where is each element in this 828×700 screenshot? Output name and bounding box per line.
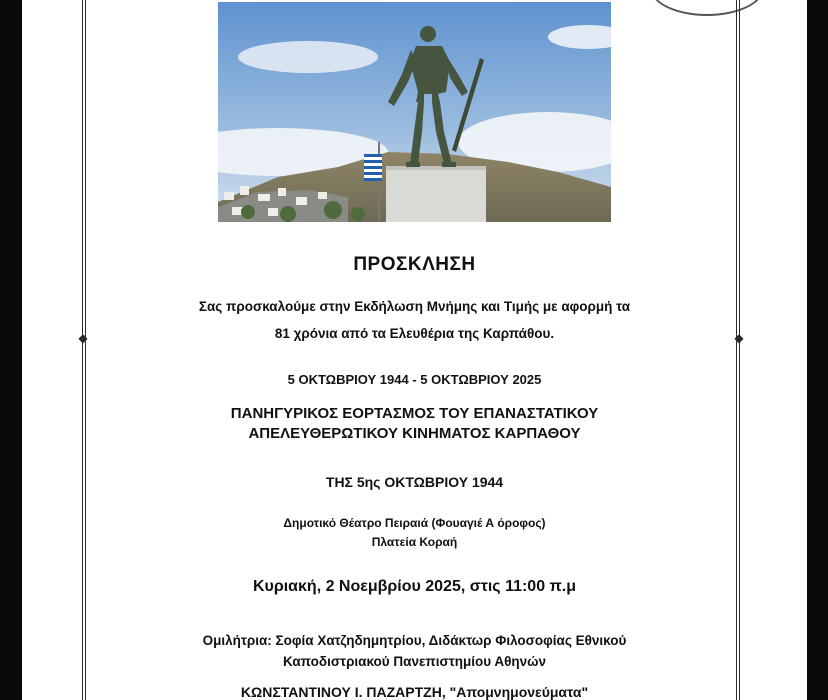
frame-ornament-left: ◆ xyxy=(78,331,88,345)
intro-line-1: Σας προσκαλούμε στην Εκδήλωση Μνήμης και Τιμής με αφορμή τα xyxy=(198,299,631,314)
heading-line-3: ΤΗΣ 5ης ΟΚΤΩΒΡΙΟΥ 1944 xyxy=(325,474,504,490)
invitation-title: ΠΡΟΣΚΛΗΣΗ xyxy=(353,254,476,275)
monument-photo xyxy=(218,2,611,222)
venue-line-2: Πλατεία Κοραή xyxy=(371,535,458,549)
speaker-line-1: Ομιλήτρια: Σοφία Χατζηδημητρίου, Διδάκτωρ Φιλοσοφίας Εθνικού xyxy=(202,633,627,648)
invitation-page xyxy=(22,0,807,700)
intro-line-2: 81 χρόνια από τα Ελευθέρια της Καρπάθου. xyxy=(274,326,555,341)
heading-line-1: ΠΑΝΗΓΥΡΙΚΟΣ ΕΟΡΤΑΣΜΟΣ ΤΟΥ ΕΠΑΝΑΣΤΑΤΙΚΟΥ xyxy=(230,405,599,422)
event-dates: 5 ΟΚΤΩΒΡΙΟΥ 1944 - 5 ΟΚΤΩΒΡΙΟΥ 2025 xyxy=(287,372,542,387)
heading-line-2: ΑΠΕΛΕΥΘΕΡΩΤΙΚΟΥ ΚΙΝΗΜΑΤΟΣ ΚΑΡΠΑΘΟΥ xyxy=(248,425,581,442)
frame-ornament-right: ◆ xyxy=(734,331,744,345)
seal-emblem xyxy=(650,0,764,16)
speaker-line-2: Καποδιστριακού Πανεπιστημίου Αθηνών xyxy=(282,654,547,669)
event-datetime: Κυριακή, 2 Νοεμβρίου 2025, στις 11:00 π.μ xyxy=(252,578,577,595)
book-line: ΚΩΝΣΤΑΝΤΙΝΟΥ Ι. ΠΑΖΑΡΤΖΗ, "Απομνημονεύματα" xyxy=(240,684,589,700)
venue-line-1: Δημοτικό Θέατρο Πειραιά (Φουαγιέ Α όροφος) xyxy=(283,516,546,530)
